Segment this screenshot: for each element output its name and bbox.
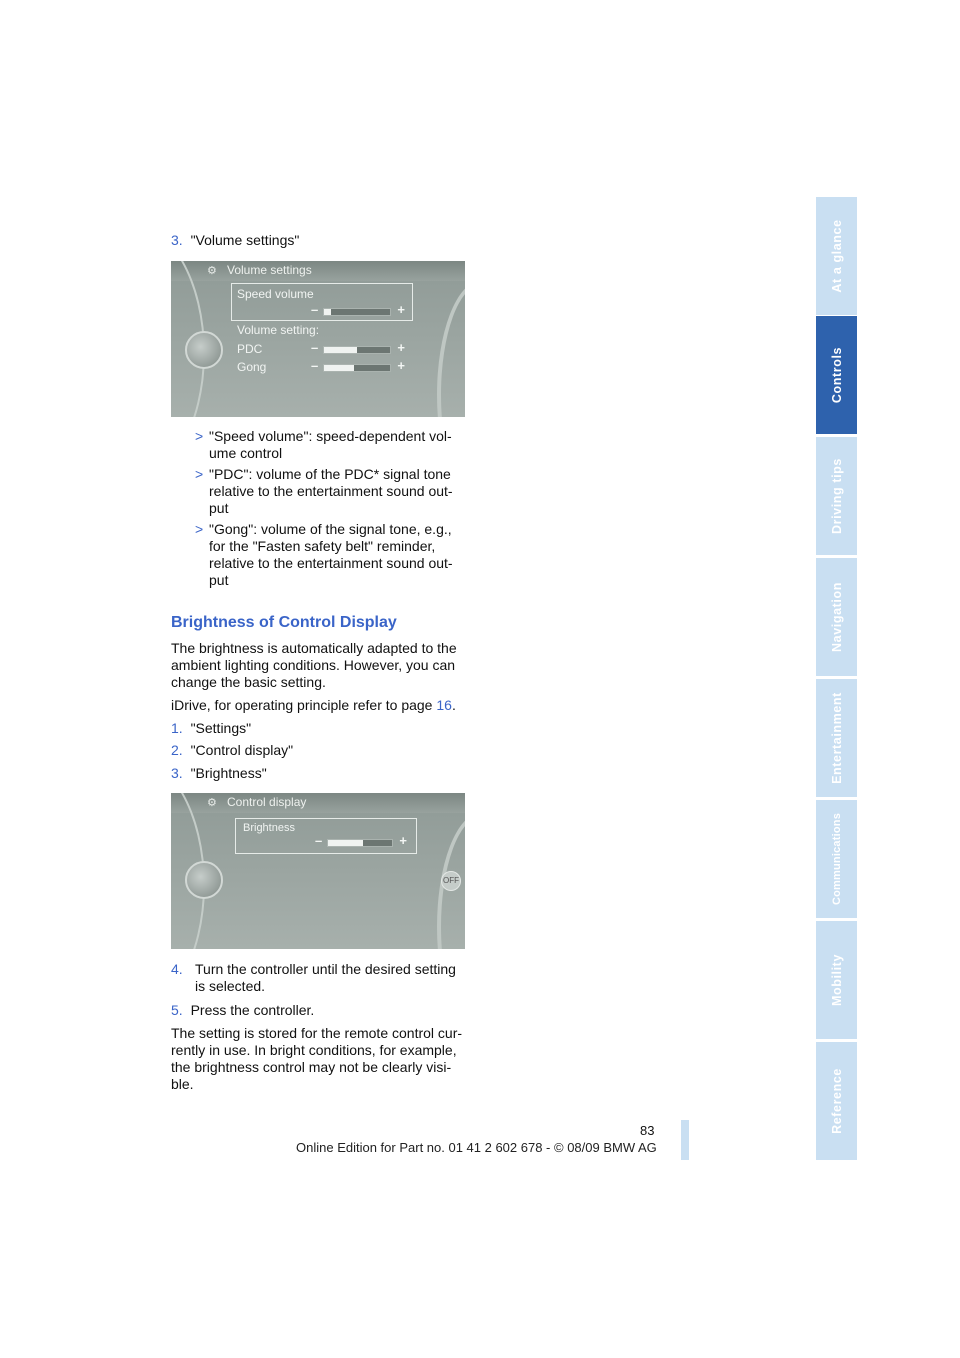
brightness-slider (315, 835, 407, 849)
step-text: "Settings" (190, 720, 252, 736)
text-line: change the basic setting. (171, 674, 326, 690)
tab-label: Reference (829, 1068, 844, 1134)
bullet-line: relative to the entertainment sound out- (209, 483, 453, 499)
gong-label: Gong (237, 360, 267, 374)
brightness-label: Brightness (243, 822, 295, 834)
tab-controls[interactable] (816, 316, 857, 434)
bullet-mark: > (195, 521, 204, 537)
slider-fill (324, 365, 354, 371)
step-line: is selected. (195, 978, 266, 994)
step-item (171, 961, 471, 995)
speed-volume-slider (311, 304, 405, 318)
bullet-mark: > (195, 428, 204, 444)
tab-entertainment[interactable] (816, 679, 857, 797)
tab-label: Communications (830, 812, 843, 906)
screen-title: Volume settings (227, 263, 312, 277)
text-line: rently in use. In bright conditions, for example, (171, 1042, 457, 1058)
tab-label: Driving tips (829, 458, 844, 534)
minus-icon: – (311, 302, 319, 317)
minus-icon: – (315, 833, 323, 848)
volume-settings-screenshot (171, 261, 465, 417)
bullet-line: ume control (209, 445, 283, 461)
settings-icon: ⚙ (207, 797, 217, 809)
bullet-mark: > (195, 466, 204, 482)
step-item (171, 232, 299, 249)
controller-knob-icon (185, 861, 223, 899)
section-heading: Brightness of Control Display (171, 614, 397, 631)
list-item (195, 428, 475, 462)
reference-text: iDrive, for operating principle refer to page (171, 697, 437, 713)
control-display-screenshot (171, 793, 465, 949)
slider-fill (324, 347, 357, 353)
text-line: The setting is stored for the remote control cur- (171, 1025, 463, 1041)
slider-fill (328, 840, 363, 846)
step-text: "Volume settings" (190, 232, 300, 248)
volume-setting-label: Volume setting: (237, 323, 320, 337)
text-line: the brightness control may not be clearly visi- (171, 1059, 452, 1075)
page-link[interactable]: 16 (436, 697, 452, 713)
step-text: Press the controller. (190, 1002, 315, 1018)
footer-bar (681, 1120, 689, 1160)
step-number: 5. (171, 1002, 183, 1018)
plus-icon: + (399, 833, 407, 848)
bullet-line: "Gong": volume of the signal tone, e.g., (209, 521, 452, 537)
bullet-line: relative to the entertainment sound out- (209, 555, 453, 571)
slider-fill (324, 309, 331, 315)
bullet-line: put (209, 572, 229, 588)
bullet-line: for the "Fasten safety belt" reminder, (209, 538, 436, 554)
step-text: "Control display" (190, 742, 294, 758)
tab-label: Mobility (829, 953, 844, 1007)
tab-reference[interactable] (816, 1042, 857, 1160)
step-item (171, 765, 267, 782)
page-number: 83 (640, 1123, 655, 1138)
idrive-reference (171, 697, 456, 714)
text-line: ble. (171, 1076, 194, 1092)
step-number: 3. (171, 232, 183, 248)
text-line: ambient lighting conditions. However, you can (171, 657, 456, 673)
plus-icon: + (397, 358, 405, 373)
step-item (171, 720, 251, 737)
step-line: Turn the controller until the desired setting (195, 961, 456, 977)
tab-label: At a glance (829, 219, 844, 293)
step-number: 1. (171, 720, 183, 736)
controller-knob-icon (185, 331, 223, 369)
plus-icon: + (397, 340, 405, 355)
pdc-slider (311, 342, 405, 356)
tab-mobility[interactable] (816, 921, 857, 1039)
tab-communications[interactable] (816, 800, 857, 918)
tab-at-a-glance[interactable] (816, 197, 857, 315)
minus-icon: – (311, 340, 319, 355)
bullet-line: "PDC": volume of the PDC* signal tone (209, 466, 451, 482)
bullet-line: "Speed volume": speed-dependent vol- (209, 428, 452, 444)
end-button: OFF (441, 871, 461, 891)
speed-volume-label: Speed volume (237, 287, 314, 301)
bullet-list (195, 428, 475, 589)
list-item (195, 521, 475, 589)
intro-paragraph (171, 640, 471, 691)
tab-label: Entertainment (829, 692, 844, 784)
step-text: "Brightness" (190, 765, 267, 781)
closing-paragraph (171, 1025, 481, 1093)
step-item (171, 742, 293, 759)
scroll-arc (437, 281, 465, 417)
reference-end: . (451, 697, 456, 713)
list-item (195, 466, 475, 517)
step-number: 2. (171, 742, 183, 758)
minus-icon: – (311, 358, 319, 373)
step-item (171, 1002, 314, 1019)
bullet-line: put (209, 500, 229, 516)
screen-title: Control display (227, 795, 307, 809)
tab-label: Controls (829, 346, 844, 404)
step-number: 4. (171, 961, 183, 977)
footer-text: Online Edition for Part no. 01 41 2 602 678 - © 08/09 BMW AG (296, 1140, 657, 1155)
tab-navigation[interactable] (816, 558, 857, 676)
text-line: The brightness is automatically adapted to the (171, 640, 457, 656)
settings-icon: ⚙ (207, 265, 217, 277)
step-number: 3. (171, 765, 183, 781)
plus-icon: + (397, 302, 405, 317)
pdc-label: PDC (237, 342, 263, 356)
tab-driving-tips[interactable] (816, 437, 857, 555)
tab-label: Navigation (829, 582, 844, 652)
gong-slider (311, 360, 405, 374)
